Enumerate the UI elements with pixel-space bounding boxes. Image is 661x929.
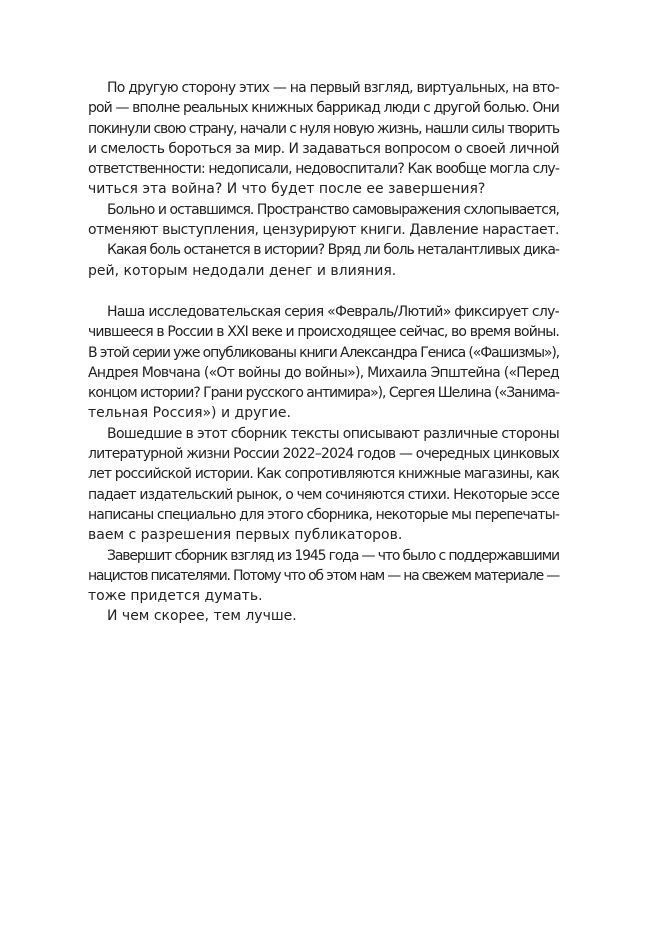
text-line: ваем с разрешения первых публикаторов. (88, 527, 403, 544)
text-line: И чем скорее, тем лучше. (107, 608, 297, 625)
text-line: Какая боль останется в истории? Вряд ли боль неталантливых дика- (107, 242, 559, 259)
paragraph-3 (88, 240, 559, 281)
text-block-bottom (88, 302, 559, 627)
text-line: тоже придется думать. (88, 588, 263, 605)
text-line: отменяют выступления, цензурируют книги. Давление нарастает. (88, 222, 559, 239)
text-line: Андрея Мовчана («От войны до войны»), Михаила Эпштейна («Перед (88, 364, 559, 381)
text-line: Наша исследовательская серия «Февраль/Лютий» фиксирует слу- (107, 304, 559, 320)
paragraph-6 (88, 546, 559, 607)
text-line: Вошедшие в этот сборник тексты описывают различные стороны (107, 425, 559, 442)
paragraph-7 (88, 606, 559, 626)
text-line: покинули свою страну, начали с нуля новую жизнь, нашли силы творить (88, 120, 560, 137)
text-line: и смелость бороться за мир. И задаваться вопросом о своей личной (88, 140, 559, 157)
text-line: нацистов писателями. Потому что об этом нам — на свежем материале — (88, 567, 559, 584)
text-line: падает издательский рынок, о чем сочиняются стихи. Некоторые эссе (88, 486, 559, 503)
paragraph-1 (88, 78, 559, 200)
text-line: литературной жизни России 2022–2024 годов — очередных цинковых (88, 446, 559, 463)
text-line: написаны специально для этого сборника, некоторые мы перепечаты- (88, 506, 559, 523)
text-block-top (88, 78, 559, 281)
text-line: Больно и оставшимся. Пространство самовыражения схлопывается, (107, 201, 559, 218)
text-line: рой — вполне реальных книжных баррикад люди с другой болью. Они (88, 100, 559, 117)
text-line: читься эта война? И что будет после ее завершения? (88, 181, 486, 198)
text-line: Завершит сборник взгляд из 1945 года — что было с поддержавшими (107, 547, 559, 564)
paragraph-5 (88, 424, 559, 546)
text-line: По другую сторону этих — на первый взгляд, виртуальных, на вто- (107, 80, 559, 96)
text-line: тельная Россия») и другие. (88, 405, 291, 422)
text-line: рей, которым недодали денег и влияния. (88, 262, 397, 279)
text-line: В этой серии уже опубликованы книги Александра Гениса («Фашизмы»), (88, 344, 559, 361)
text-line: чившееся в России в XXI веке и происходящее сейчас, во время войны. (88, 324, 559, 341)
text-line: ответственности: недописали, недовоспитали? Как вообще могла слу- (88, 161, 559, 178)
paragraph-4 (88, 302, 559, 424)
paragraph-2 (88, 200, 559, 241)
text-line: концом истории? Грани русского антимира»), Сергея Шелина («Занима- (88, 385, 559, 402)
text-line: лет российской истории. Как сопротивляются книжные магазины, как (88, 466, 559, 483)
